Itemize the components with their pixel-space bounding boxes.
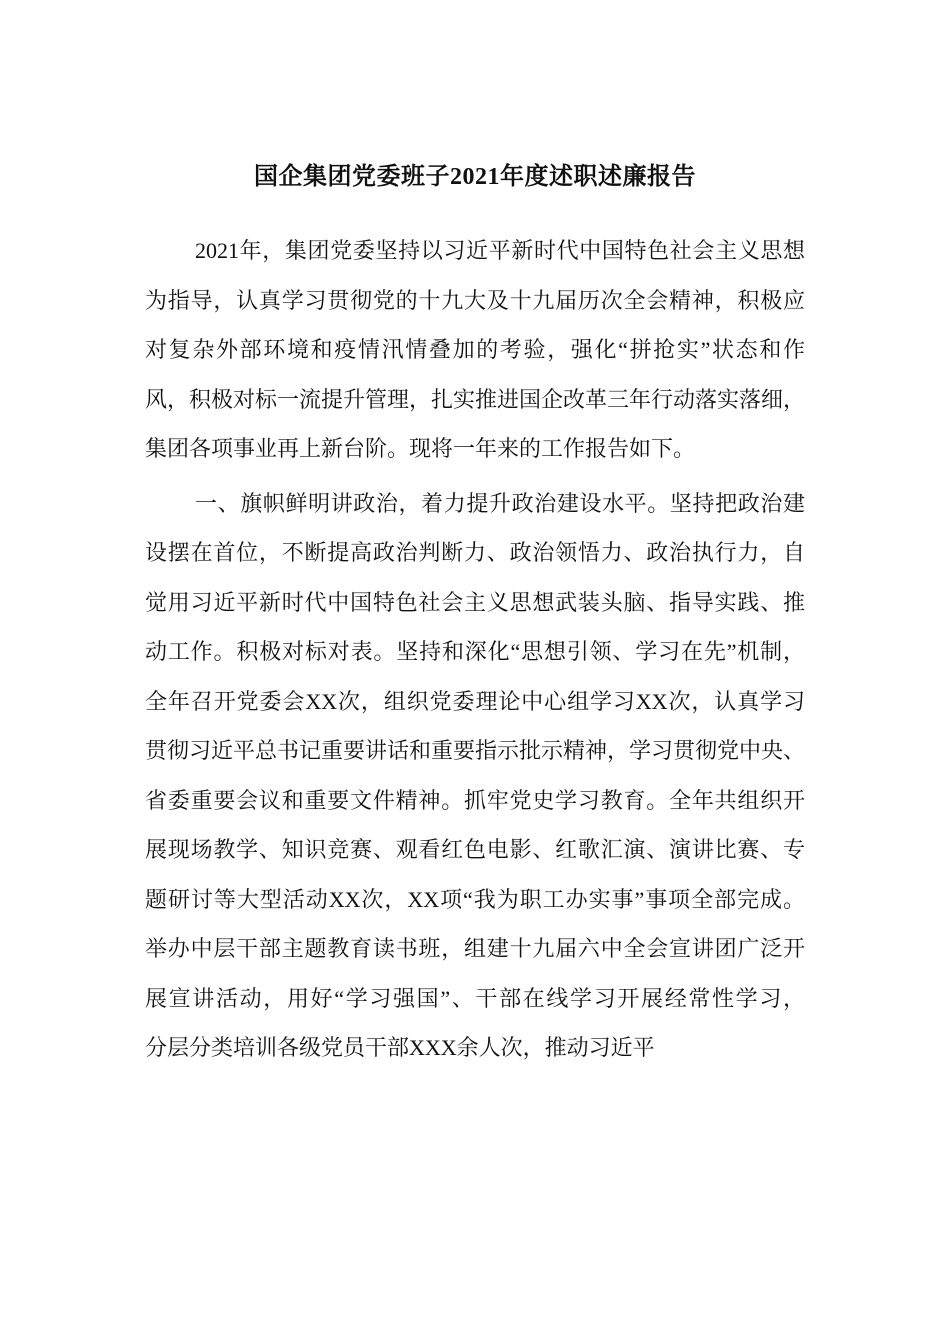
paragraph-section-1 xyxy=(145,479,805,1073)
text-line: 风，积极对标一流提升管理，扎实推进国企改革三年行动落实落细， xyxy=(145,386,806,412)
text-line: 为指导，认真学习贯彻党的十九大及十九届历次全会精神，积极应 xyxy=(145,287,805,313)
text-line: 对复杂外部环境和疫情汛情叠加的考验，强化“拼抢实”状态和作 xyxy=(145,337,805,362)
text-line: 分层分类培训各级党员干部XXX余人次，推动习近平 xyxy=(145,1035,655,1060)
text-line: 动工作。积极对标对表。坚持和深化“思想引领、学习在先”机制， xyxy=(145,639,805,664)
text-line: 一、旗帜鲜明讲政治，着力提升政治建设水平。坚持把政治建 xyxy=(195,490,805,516)
text-line: 省委重要会议和重要文件精神。抓牢党史学习教育。全年共组织开 xyxy=(145,787,805,813)
text-line: 贯彻习近平总书记重要讲话和重要指示批示精神，学习贯彻党中央、 xyxy=(145,738,806,763)
text-line: 设摆在首位，不断提高政治判断力、政治领悟力、政治执行力，自 xyxy=(145,540,805,565)
document-body xyxy=(145,226,805,1073)
text-line: 觉用习近平新时代中国特色社会主义思想武装头脑、指导实践、推 xyxy=(145,589,805,615)
text-line: 全年召开党委会XX次，组织党委理论中心组学习XX次，认真学习 xyxy=(145,688,805,714)
text-line: 题研讨等大型活动XX次，XX项“我为职工办实事”事项全部完成。 xyxy=(145,886,805,912)
text-line: 举办中层干部主题教育读书班，组建十九届六中全会宣讲团广泛开 xyxy=(145,936,805,961)
text-line: 集团各项事业再上新台阶。现将一年来的工作报告如下。 xyxy=(145,436,696,461)
text-line: 展宣讲活动，用好“学习强国”、干部在线学习开展经常性学习， xyxy=(145,985,805,1011)
paragraph-intro xyxy=(145,226,805,474)
document-title: 国企集团党委班子2021年度述职述廉报告 xyxy=(254,164,696,190)
text-line: 2021年，集团党委坚持以习近平新时代中国特色社会主义思想 xyxy=(195,238,805,263)
text-line: 展现场教学、知识竞赛、观看红色电影、红歌汇演、演讲比赛、专 xyxy=(145,837,805,862)
